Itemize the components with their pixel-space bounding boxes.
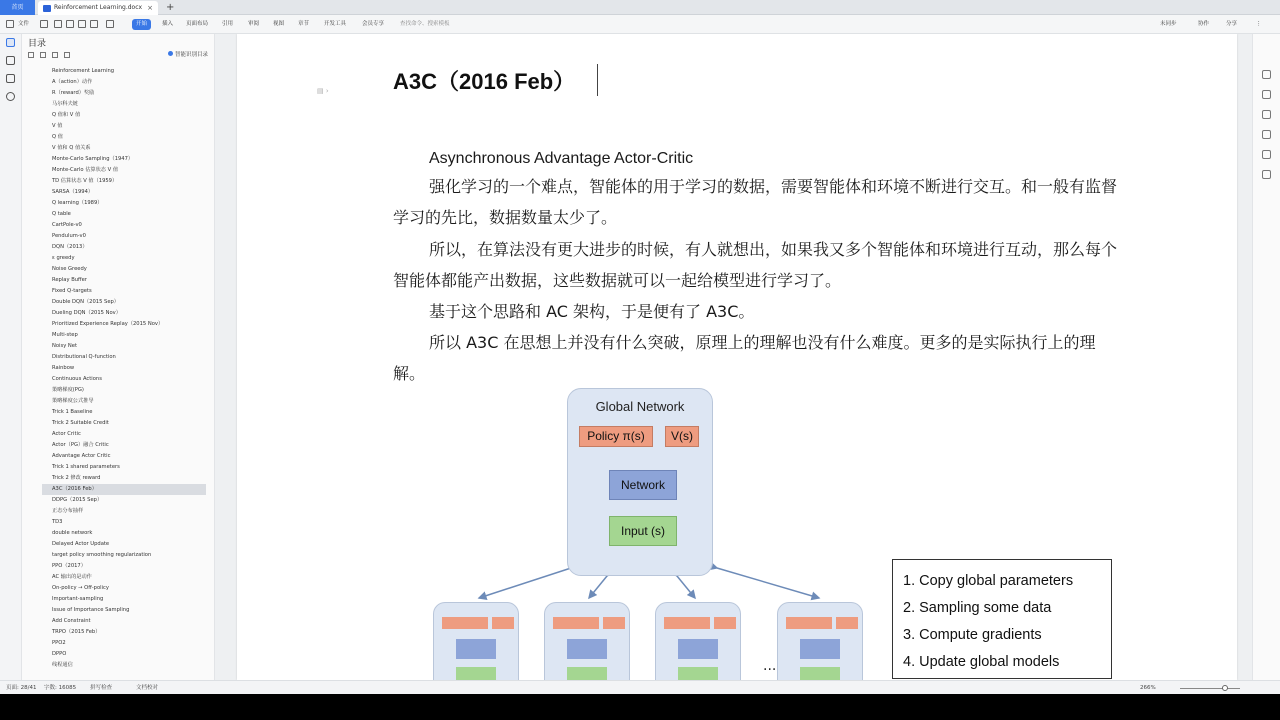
- more-icon[interactable]: ⋮: [1256, 21, 1262, 27]
- remove-heading-icon[interactable]: [64, 52, 70, 58]
- outline-item[interactable]: Rainbow: [52, 365, 75, 371]
- preview-icon[interactable]: [78, 20, 86, 28]
- outline-item[interactable]: Q 值: [52, 134, 63, 140]
- outline-list: [42, 66, 206, 671]
- menu-reference[interactable]: 引用: [222, 21, 234, 27]
- worker-box: [433, 602, 519, 680]
- policy-node: Policy π(s): [579, 426, 653, 447]
- zoom-slider[interactable]: [1180, 688, 1240, 689]
- arrow-worker-1: [479, 568, 571, 598]
- worker-box: [655, 602, 741, 680]
- a3c-diagram[interactable]: [427, 384, 1147, 680]
- screen-bottom-bar: [0, 694, 1280, 720]
- outline-item[interactable]: Trick 1 Baseline: [52, 409, 93, 415]
- status-bar: [0, 680, 1280, 694]
- outline-item[interactable]: 线程通信: [52, 662, 73, 668]
- paragraph-subtitle[interactable]: Asynchronous Advantage Actor-Critic: [429, 150, 694, 167]
- outline-item[interactable]: Dueling DQN（2015 Nov）: [52, 310, 121, 316]
- select-icon[interactable]: [1262, 70, 1271, 79]
- paragraph-1[interactable]: 强化学习的一个难点，智能体的用于学习的数据，需要智能体和环境不断进行交互。和一般有监督学习的先比，数据数量太少了。: [393, 177, 1118, 228]
- outline-item[interactable]: Continuous Actions: [52, 376, 102, 382]
- outline-item[interactable]: PPO（2017）: [52, 563, 86, 569]
- paragraph-4[interactable]: 所以 A3C 在思想上并没有什么突破，原理上的理解也没有什么难度。更多的是实际执行上的理解。: [393, 333, 1096, 384]
- menu-member[interactable]: 会员专享: [362, 21, 385, 27]
- arrow-worker-4: [717, 568, 819, 598]
- outline-item[interactable]: Monte-Carlo 估算状态 V 值: [52, 167, 119, 173]
- outline-item[interactable]: DQN（2013）: [52, 244, 88, 250]
- outline-item[interactable]: Issue of Importance Sampling: [52, 607, 130, 613]
- style-icon[interactable]: [1262, 90, 1271, 99]
- document-page[interactable]: [237, 34, 1237, 680]
- smart-toc-button[interactable]: 智能识别目录: [168, 50, 208, 58]
- outline-item[interactable]: Monte-Carlo Sampling（1947）: [52, 156, 134, 162]
- menu-file[interactable]: 文件: [18, 21, 30, 27]
- title-tab-bar: [0, 0, 1280, 15]
- worker-box: [777, 602, 863, 680]
- outline-item[interactable]: Double DQN（2015 Sep）: [52, 299, 119, 305]
- paragraph-3[interactable]: 基于这个思路和 AC 架构，于是便有了 A3C。: [429, 302, 755, 321]
- spell-check[interactable]: 拼写检查: [90, 685, 113, 691]
- outline-item[interactable]: TD3: [52, 519, 63, 525]
- page-heading[interactable]: A3C（2016 Feb）: [393, 69, 576, 94]
- text-cursor: [597, 64, 598, 96]
- redo-icon[interactable]: [106, 20, 114, 28]
- menu-chapter[interactable]: 章节: [298, 21, 310, 27]
- outline-item[interactable]: 正态分布抽样: [52, 508, 84, 514]
- outline-item[interactable]: Add Constraint: [52, 618, 91, 624]
- outline-item[interactable]: On-policy → Off-policy: [52, 585, 109, 591]
- step-item: 4. Update global models: [903, 654, 1060, 670]
- zoom-slider-handle[interactable]: [1222, 685, 1228, 691]
- sync-status[interactable]: 未同步: [1160, 21, 1177, 27]
- outline-item[interactable]: Distributional Q-function: [52, 354, 116, 360]
- arrow-worker-3: [677, 576, 695, 598]
- outline-item[interactable]: Q table: [52, 211, 71, 217]
- outline-item[interactable]: Trick 2 Suitable Credit: [52, 420, 109, 426]
- add-heading-icon[interactable]: [52, 52, 58, 58]
- steps-box: [892, 559, 1112, 679]
- outline-item[interactable]: Noise Greedy: [52, 266, 87, 272]
- menu-page-layout[interactable]: 页面布局: [186, 21, 209, 27]
- worker-box: [544, 602, 630, 680]
- outline-item[interactable]: 策略梯度公式推导: [52, 398, 94, 404]
- step-item: 1. Copy global parameters: [903, 573, 1074, 589]
- menu-review[interactable]: 审阅: [248, 21, 260, 27]
- left-icon-strip: [0, 34, 22, 680]
- tab-home[interactable]: 首页: [0, 0, 35, 15]
- outline-item[interactable]: TD 估算状态 V 值（1959）: [52, 178, 118, 184]
- document-area: [215, 34, 1252, 680]
- page-count[interactable]: 页面: 28/41: [6, 685, 37, 691]
- outline-item[interactable]: Actor（PG）融合 Critic: [52, 442, 109, 448]
- menu-start[interactable]: 开始: [132, 19, 151, 30]
- outline-item[interactable]: Q learning（1989）: [52, 200, 103, 206]
- outline-item[interactable]: AC 输出的是动作: [52, 574, 92, 580]
- global-network-title: Global Network: [595, 399, 685, 414]
- ribbon-menu-bar: [0, 15, 1280, 34]
- outline-item[interactable]: A3C（2016 Feb）: [42, 484, 206, 495]
- bookmark-icon[interactable]: [6, 74, 15, 83]
- step-item: 3. Compute gradients: [903, 627, 1042, 643]
- zoom-level[interactable]: 266%: [1140, 685, 1156, 691]
- outline-item[interactable]: DPPO: [52, 651, 67, 657]
- save-icon[interactable]: [40, 20, 48, 28]
- search-icon[interactable]: [6, 92, 15, 101]
- format-icon[interactable]: [1262, 110, 1271, 119]
- doc-file-icon: [43, 5, 51, 12]
- export-icon[interactable]: [54, 20, 62, 28]
- outline-title: 目录: [28, 39, 47, 49]
- outline-item[interactable]: Fixed Q-targets: [52, 288, 92, 294]
- outline-item[interactable]: Noisy Net: [52, 343, 78, 349]
- input-node: Input (s): [609, 516, 677, 546]
- tab-document[interactable]: [38, 1, 158, 15]
- arrow-worker-2: [589, 576, 607, 598]
- outline-item[interactable]: Multi-step: [52, 332, 78, 338]
- outline-pane: [22, 34, 215, 680]
- word-count[interactable]: 字数: 16085: [44, 685, 77, 691]
- outline-item[interactable]: Prioritized Experience Replay（2015 Nov）: [52, 321, 164, 327]
- menu-view[interactable]: 视图: [273, 21, 285, 27]
- more-workers-ellipsis: ...: [763, 658, 777, 674]
- network-node: Network: [609, 470, 677, 500]
- outline-item[interactable]: 马尔科夫链: [52, 101, 78, 107]
- share-button[interactable]: 分享: [1226, 21, 1238, 27]
- expand-icon[interactable]: [28, 52, 34, 58]
- value-node: V(s): [665, 426, 699, 447]
- outline-item[interactable]: 策略梯度(PG): [52, 387, 84, 393]
- outline-item[interactable]: Replay Buffer: [52, 277, 87, 283]
- help-icon[interactable]: [1262, 170, 1271, 179]
- search-command-input[interactable]: 查找命令、搜索模板: [400, 21, 450, 27]
- outline-item[interactable]: V 值: [52, 123, 63, 129]
- outline-item[interactable]: V 值和 Q 值关系: [52, 145, 91, 151]
- tab-document-label: Reinforcement Learning.docx: [54, 4, 143, 11]
- outline-item[interactable]: Reinforcement Learning: [52, 68, 115, 74]
- outline-item[interactable]: double network: [52, 530, 93, 536]
- outline-item[interactable]: A（action）动作: [52, 79, 93, 85]
- paragraph-handle-icon[interactable]: ▤ ›: [317, 87, 329, 95]
- share-icon[interactable]: [1262, 150, 1271, 159]
- outline-item[interactable]: Advantage Actor Critic: [52, 453, 111, 459]
- step-item: 2. Sampling some data: [903, 600, 1052, 616]
- new-tab-button[interactable]: +: [166, 2, 175, 13]
- outline-item[interactable]: TRPO（2015 Feb）: [52, 629, 101, 635]
- collapse-icon[interactable]: [40, 52, 46, 58]
- collab-button[interactable]: 协作: [1198, 21, 1210, 27]
- menu-icon[interactable]: [6, 20, 14, 28]
- outline-item[interactable]: Important-sampling: [52, 596, 104, 602]
- navigation-icon[interactable]: [6, 56, 15, 65]
- outline-item[interactable]: Q 值和 V 值: [52, 112, 81, 118]
- outline-item[interactable]: Delayed Actor Update: [52, 541, 110, 547]
- adjust-icon[interactable]: [1262, 130, 1271, 139]
- paragraph-2[interactable]: 所以，在算法没有更大进步的时候，有人就想出，如果我又多个智能体和环境进行互动，那么每个智能体都能产出数据，这些数据就可以一起给模型进行学习了。: [393, 240, 1118, 291]
- outline-item[interactable]: CartPole-v0: [52, 222, 82, 228]
- outline-icon[interactable]: [6, 38, 15, 47]
- outline-item[interactable]: SARSA（1994）: [52, 189, 94, 195]
- outline-item[interactable]: Trick 1 shared parameters: [52, 464, 120, 470]
- outline-item[interactable]: R（reward）奖励: [52, 90, 95, 96]
- outline-item[interactable]: ε greedy: [52, 255, 75, 261]
- outline-item[interactable]: target policy smoothing regularization: [52, 552, 152, 558]
- outline-item[interactable]: Trick 2 修改 reward: [52, 475, 101, 481]
- outline-item[interactable]: DDPG（2015 Sep）: [52, 497, 103, 503]
- outline-item[interactable]: Actor Critic: [52, 431, 81, 437]
- menu-dev-tools[interactable]: 开发工具: [324, 21, 347, 27]
- right-toolbar: [1252, 34, 1280, 680]
- menu-insert[interactable]: 插入: [162, 21, 174, 27]
- outline-item[interactable]: PPO2: [52, 640, 66, 646]
- undo-icon[interactable]: [90, 20, 98, 28]
- close-icon[interactable]: ×: [147, 4, 153, 12]
- outline-item[interactable]: Pendulum-v0: [52, 233, 86, 239]
- print-icon[interactable]: [66, 20, 74, 28]
- proofread[interactable]: 文档校对: [136, 685, 159, 691]
